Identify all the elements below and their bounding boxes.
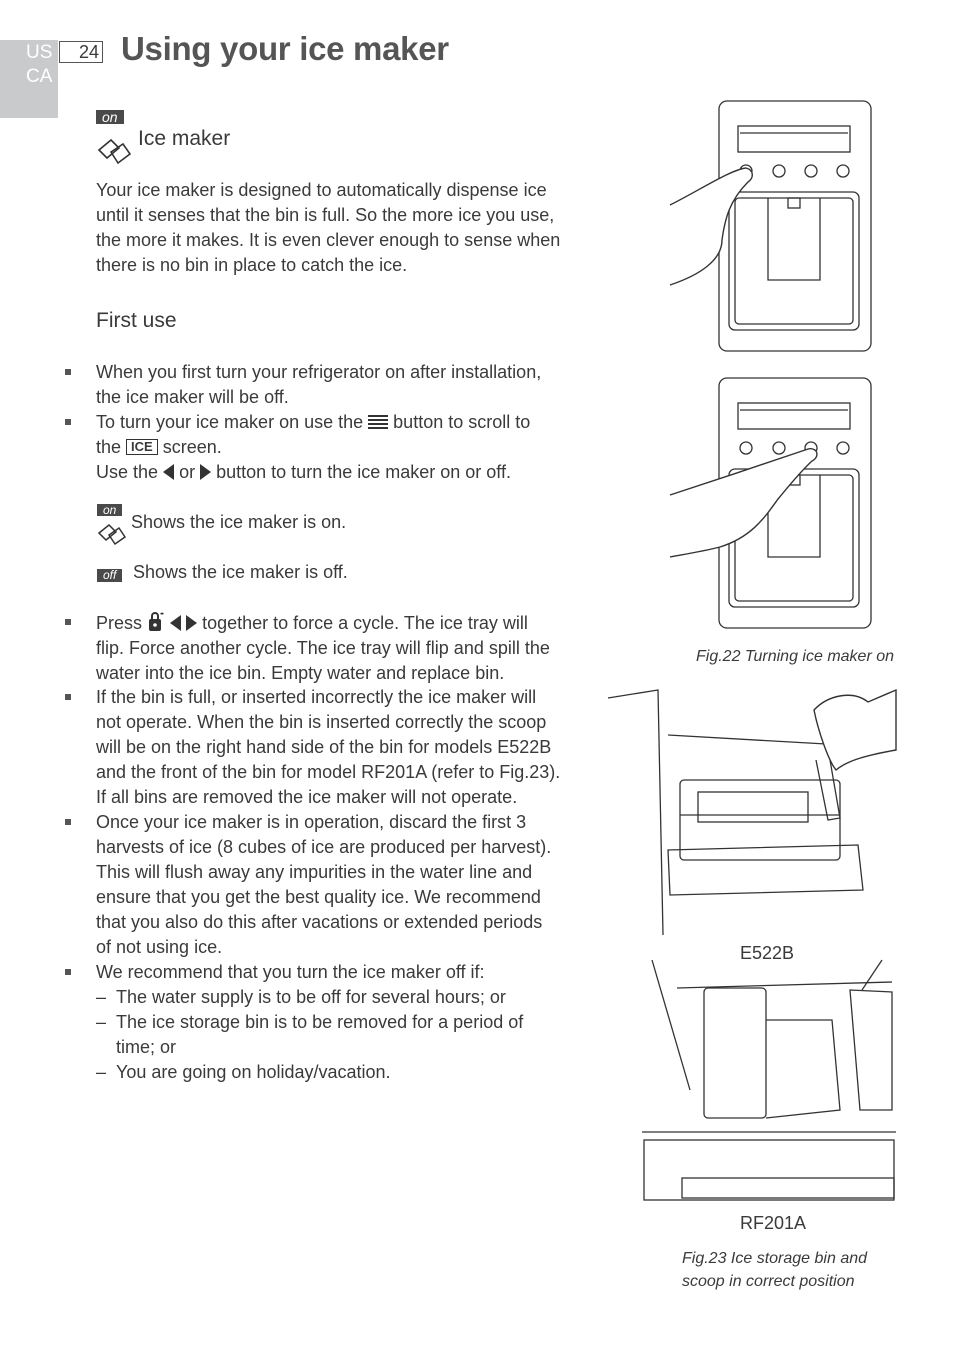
- text-line: When you first turn your refrigerator on after installation,: [96, 362, 542, 382]
- dash-list: [96, 985, 596, 1085]
- text-line: and the front of the bin for model RF201A (refer to Fig.23).: [96, 762, 561, 782]
- bullet-turn-on: [96, 410, 596, 485]
- model-label-rf201a: RF201A: [740, 1213, 807, 1233]
- bullet-icon: [65, 369, 71, 375]
- dash-item: [96, 985, 596, 1010]
- text-line: that you also do this after vacations or extended periods: [96, 912, 543, 932]
- bullet-icon: [65, 419, 71, 425]
- menu-icon: [368, 415, 388, 429]
- text-run: button to scroll to: [393, 412, 531, 432]
- text-line: You are going on holiday/vacation.: [116, 1062, 391, 1082]
- region-ca: CA: [26, 66, 53, 87]
- bullet-icon: [65, 619, 71, 625]
- right-arrow-icon: [186, 615, 197, 631]
- bin-illustration-e522b: [608, 690, 896, 935]
- text-run: Press: [96, 613, 143, 633]
- on-description: Shows the ice maker is on.: [131, 512, 347, 532]
- text-line: Once your ice maker is in operation, discard the first 3: [96, 812, 527, 832]
- right-arrow-icon: [200, 464, 211, 480]
- off-indicator: [97, 566, 122, 584]
- dash-item: [96, 1060, 596, 1085]
- ice-cubes-icon: [97, 136, 133, 166]
- region-us: US: [26, 42, 53, 63]
- caption-line: scoop in correct position: [682, 1273, 855, 1290]
- intro-paragraph: [96, 178, 596, 278]
- bullet-force-cycle: [96, 610, 596, 686]
- on-badge-label: on: [97, 504, 122, 516]
- text-line: We recommend that you turn the ice maker off if:: [96, 962, 485, 982]
- text-line: the ice maker will be off.: [96, 387, 289, 407]
- fig23-caption: [682, 1247, 867, 1293]
- text-line: time; or: [116, 1037, 177, 1057]
- first-use-heading: First use: [96, 309, 177, 332]
- text-run: or: [179, 462, 196, 482]
- text-line: If all bins are removed the ice maker will not operate.: [96, 787, 518, 807]
- intro-line: until it senses that the bin is full. So the more ice you use,: [96, 205, 555, 225]
- bullet-icon: [65, 694, 71, 700]
- text-run: together to force a cycle. The ice tray will: [202, 613, 528, 633]
- off-description: Shows the ice maker is off.: [133, 562, 348, 582]
- text-run: Use the: [96, 462, 159, 482]
- text-run: To turn your ice maker on use the: [96, 412, 364, 432]
- text-line: not operate. When the bin is inserted correctly the scoop: [96, 712, 547, 732]
- left-arrow-icon: [170, 615, 181, 631]
- bullet-icon: [65, 819, 71, 825]
- page-title: Using your ice maker: [121, 30, 449, 67]
- dash-mark: –: [96, 987, 107, 1007]
- intro-line: Your ice maker is designed to automatically dispense ice: [96, 180, 547, 200]
- intro-line: the more it makes. It is even clever enough to sense when: [96, 230, 561, 250]
- bullet-icon: [65, 969, 71, 975]
- ice-maker-heading: Ice maker: [138, 127, 231, 150]
- text-line: If the bin is full, or inserted incorrectly the ice maker will: [96, 687, 537, 707]
- text-line: The ice storage bin is to be removed for a period of: [116, 1012, 524, 1032]
- on-badge: [96, 109, 124, 127]
- text-line: harvests of ice (8 cubes of ice are produced per harvest).: [96, 837, 552, 857]
- page-number: 24: [59, 41, 103, 63]
- dash-item: [96, 1010, 596, 1060]
- text-line: of not using ice.: [96, 937, 223, 957]
- text-line: water into the ice bin. Empty water and replace bin.: [96, 663, 505, 683]
- text-line: This will flush away any impurities in the water line and: [96, 862, 533, 882]
- on-indicator: [97, 501, 122, 519]
- caption-line: Fig.23 Ice storage bin and: [682, 1250, 868, 1267]
- dash-mark: –: [96, 1012, 107, 1032]
- ice-screen-label: ICE: [126, 439, 158, 455]
- model-label-e522b: E522B: [740, 943, 795, 963]
- bullet-first-install: [96, 360, 596, 410]
- text-run: button to turn the ice maker on or off.: [216, 462, 511, 482]
- text-run: the: [96, 437, 122, 457]
- intro-line: there is no bin in place to catch the ice.: [96, 255, 408, 275]
- dash-mark: –: [96, 1062, 107, 1082]
- dispenser-illustration-1: [660, 100, 890, 360]
- off-badge-label: off: [97, 569, 122, 582]
- text-line: The water supply is to be off for several hours; or: [116, 987, 506, 1007]
- text-line: flip. Force another cycle. The ice tray will flip and spill the: [96, 638, 550, 658]
- lock-icon: [147, 610, 165, 632]
- bullet-bin-full: [96, 685, 596, 810]
- text-run: screen.: [162, 437, 222, 457]
- bin-illustration-rf201a: [642, 960, 896, 1205]
- bullet-discard-harvests: [96, 810, 596, 960]
- fig22-caption: Fig.22 Turning ice maker on: [696, 648, 895, 665]
- bullet-turn-off: [96, 960, 596, 985]
- text-line: will be on the right hand side of the bin for models E522B: [96, 737, 552, 757]
- ice-cubes-icon: [97, 521, 129, 547]
- left-arrow-icon: [163, 464, 174, 480]
- region-tab: [0, 40, 58, 118]
- on-badge-label: on: [96, 110, 124, 124]
- text-line: ensure that you get the best quality ice. We recommend: [96, 887, 541, 907]
- dispenser-illustration-2: [660, 377, 890, 637]
